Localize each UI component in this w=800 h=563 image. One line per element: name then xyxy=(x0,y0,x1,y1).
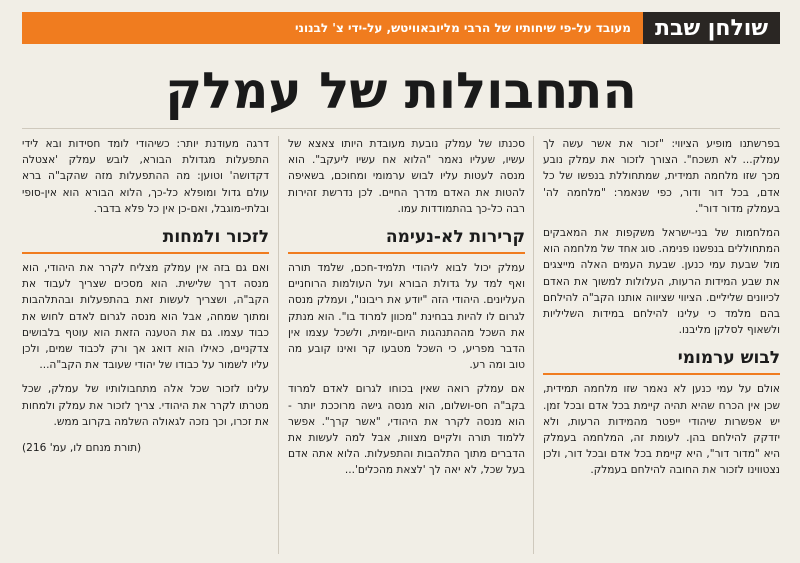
subhead-left: לזכור ולמחות xyxy=(22,225,269,254)
section-label: שולחן שבת xyxy=(643,12,780,44)
column-divider-left xyxy=(278,136,279,554)
paragraph: ואם גם בזה אין עמלק מצליח לקרר את היהודי, הוא מנסה דרך שלישית. הוא מסכים שצריך לעבוד את הקב"ה, ושצריך לעשות זאת בהתפעלות ובהתלהבות ומתוך שמחה, אבל הוא מנסה לגרום לאדם לחוש את כבוד עצמו. גם את הטענה הזאת הוא עוטף בלבושים צדקניים, כאילו הוא דואג אך ורק לכבוד שמים, ולכן עליו לשמור על כבודו של יהודי שעובד את הקב"ה... xyxy=(22,262,269,372)
header-subtitle: מעובד על-פי שיחותיו של הרבי מליובאוויטש, על-ידי צ' לבנוני xyxy=(295,21,631,35)
main-headline: התחבולות של עמלק xyxy=(165,62,637,120)
paragraph: המלחמות של בני-ישראל משקפות את המאבקים המתחוללים בנפשנו פנימה. סוג אחד של מלחמה הוא מול שבעת עמי כנען. שבעת העמים האלה מייצגים את שבע המידות הרעות, העלולות למשוך את האדם לכיוונים שליליים. הציווי שציווה אותנו הקב"ה להילחם בהם מלמד כי עלינו להילחם במידות השליליות ולשאוף לסלקן מליבנו. xyxy=(543,227,780,337)
paragraph: בפרשתנו מופיע הציווי: "זכור את אשר עשה לך עמלק... לא תשכח". הצורך לזכור את עמלק נובע מכך שזו מלחמה תמידית, שמתחוללת בנפשו של כל אדם, בכל דור ודור, כפי שנאמר: "מלחמה לה' בעמלק מדור דור". xyxy=(543,138,780,215)
column-left xyxy=(22,136,269,456)
headline-divider xyxy=(22,128,780,129)
paragraph: אולם על עמי כנען לא נאמר שזו מלחמה תמידית, שכן אין הכרח שהיא תהיה קיימת בכל אדם ובכל זמן. יש אפשרות שיהודי ייפטר מהמידות הרעות, ולא יזדקק להילחם בהן. לעומת זה, המלחמה בעמלק היא "מדור דור", היא קיימת בכל אדם ובכל דור, ולכן נצטווינו לזכור את החובה להילחם בעמלק. xyxy=(543,383,780,477)
subhead-right: לבוש ערמומי xyxy=(543,346,780,375)
column-middle xyxy=(288,136,525,479)
paragraph: עמלק יכול לבוא ליהודי תלמיד-חכם, שלמד תורה ואף למד על גדולת הבורא ועל העולמות הרוחניים העליונים. היהודי הזה "יודע את ריבונו", ועמלק מנסה לגרום לו להיות בבחינת "מכוון למרוד בו". הוא מנתק את השכל מההתנהגות היום-יומית, ולשכל עצמו אין הדבר מפריע, כי השכל מטבעו קר ואינו קובע מה טוב ומה רע. xyxy=(288,262,525,372)
paragraph: אם עמלק רואה שאין בכוחו לגרום לאדם למרוד בקב"ה חס-ושלום, הוא מנסה גישה מרוככת יותר - הוא מנסה לקרר את היהודי, "אשר קרך". אפשר ללמוד תורה ולקיים מצוות, אבל למה לעשות את הדברים מתוך התלהבות והתפעלות. הלוא אתה אדם בעל שכל, לא יאה לך 'לצאת מהכלים'... xyxy=(288,383,525,477)
header-bar xyxy=(22,12,780,44)
paragraph: סכנתו של עמלק נובעת מעובדת היותו צאצא של עשיו, שעליו נאמר "הלוא אח עשיו ליעקב". הוא מנסה לעטות עליו לבוש ערמומי ומחוכם, בשאיפה להטות את האדם מדרך החיים. לכן נדרשת זהירות רבה כל-כך בהתמודדות עמו. xyxy=(288,138,525,215)
source-citation: (תורת מנחם לו, עמ' 216) xyxy=(22,442,142,455)
column-right xyxy=(543,136,780,479)
paragraph: עלינו לזכור שכל אלה מתחבולותיו של עמלק, שכל מטרתו לקרר את היהודי. צריך לזכור את עמלק ולמחות את זכרו, וכך נזכה לגאולה השלמה בקרוב ממש. xyxy=(22,383,269,428)
subhead-middle: קרירות לא-נעימה xyxy=(288,225,525,254)
paragraph: דרגה מעודנת יותר: כשיהודי לומד חסידות ובא לידי התפעלות מגדולת הבורא, לובש עמלק 'אצטלה דקדושה' וטוען: מה ההתפעלות מזה שהקב"ה ברא עולם גדול ומופלא כל-כך, הלוא הבורא הוא אין-סופי ובלתי-מוגבל, ואם-כן אין כל פלא בדבר. xyxy=(22,138,269,215)
column-divider-right xyxy=(533,136,534,554)
